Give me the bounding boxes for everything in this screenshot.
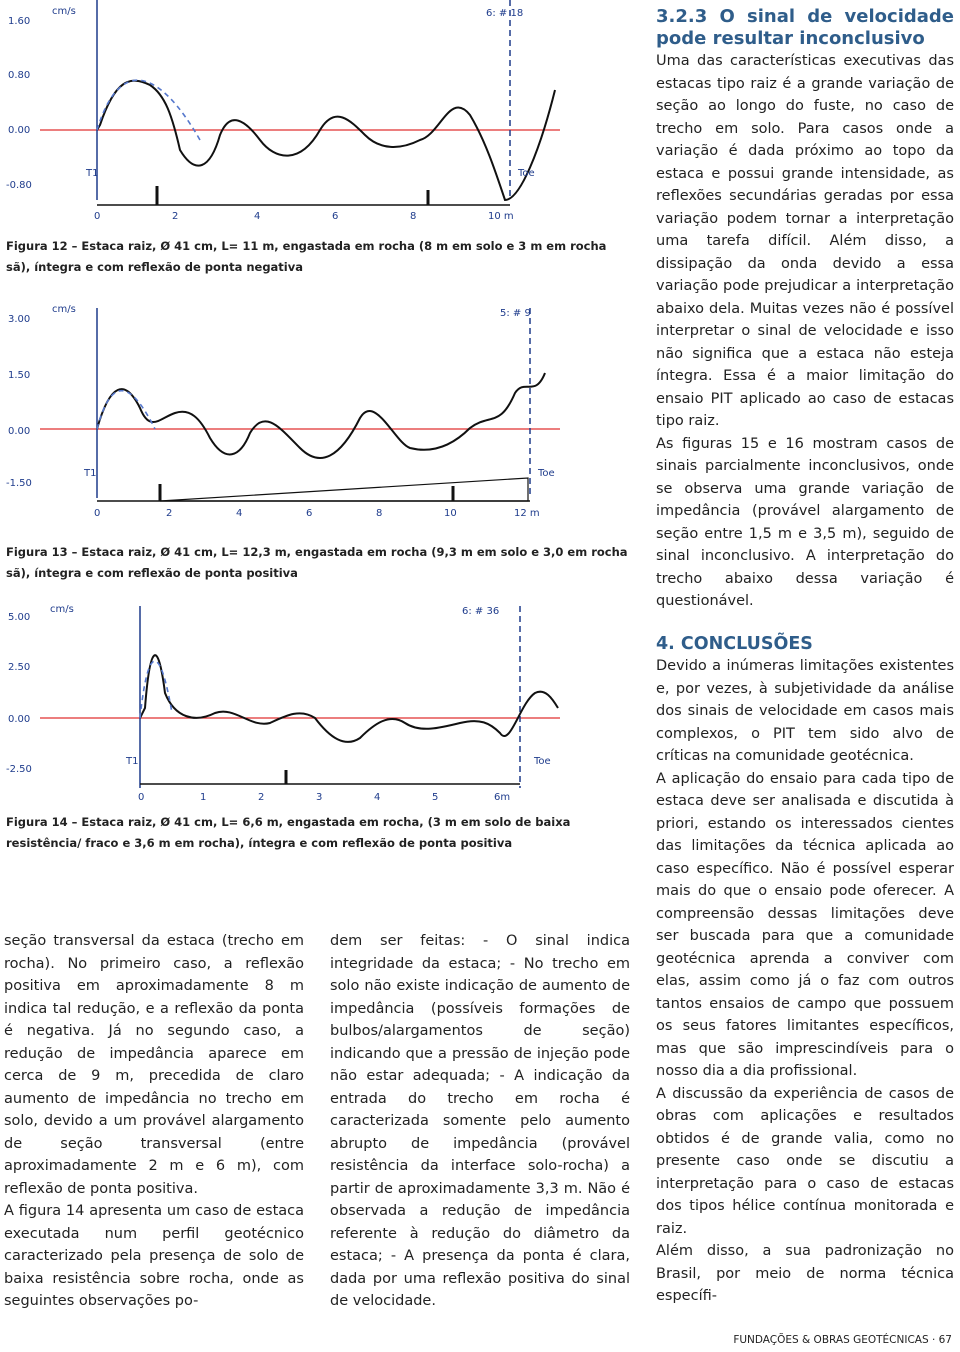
paragraph: Uma das características executivas das estacas tipo raiz é a grande variação de seção ao longo do fuste, no caso de trecho em solo. Para casos onde a variação é dada próximo ao topo da estaca e possui grande intensidade, as reflexões secundárias geradas por essa variação podem tornar a interpretação uma tarefa difícil. Além disso, a dissipação da onda devido a essa variação pode prejudicar a interpretação abaixo dela. Muitas vezes não é possível interpretar o sinal de velocidade e isso não significa que a estaca não esteja íntegra. Essa é a maior limitação do ensaio PIT aplicado ao caso de estacas tipo raiz. xyxy=(656,53,954,429)
x-tick: 2 xyxy=(258,792,265,803)
marker-start: T1 xyxy=(126,756,139,767)
input-pulse-curve xyxy=(97,391,155,429)
x-tick: 12 m xyxy=(514,508,540,519)
y-tick: 3.00 xyxy=(8,314,31,325)
x-tick: 6 xyxy=(306,508,313,519)
figure-14-caption: Figura 14 – Estaca raiz, Ø 41 cm, L= 6,6 m, engastada em rocha, (3 m em solo de baixa resistência/ fraco e 3,6 m em rocha), íntegra e com reflexão de ponta positiva xyxy=(6,815,571,850)
marker-start: T1 xyxy=(86,168,99,179)
x-tick: 2 xyxy=(172,211,179,222)
paragraph: A figura 14 apresenta um caso de estaca executada num perfil geotécnico caracterizado pela presença de solo de baixa resistência sobre rocha, onde as seguintes observações po- xyxy=(4,1203,304,1309)
left-column xyxy=(4,930,304,1313)
x-tick: 6m xyxy=(494,792,511,803)
x-tick: 2 xyxy=(166,508,173,519)
y-tick: 0.80 xyxy=(8,70,31,81)
section-heading: 3.2.3 O sinal de velocidade pode resultar inconclusivo xyxy=(656,6,954,49)
paragraph: dem ser feitas: - O sinal indica integridade da estaca; - No trecho em solo não existe indicação de aumento de impedância (possíveis formações de bulbos/alargamentos de seção) indicando que a pressão de injeção pode não estar adequada; - A indicação da entrada do trecho em rocha é caracterizada somente pelo aumento abrupto de impedância (provável resistência da interface solo-rocha) a partir de aproximadamente 3,3 m. Não é observada a redução de impedância referente à redução do diâmetro da estaca; - A presença da ponta é clara, dada por uma reflexão positiva do sinal de velocidade. xyxy=(330,933,630,1309)
x-tick: 10 xyxy=(444,508,457,519)
velocity-signal xyxy=(97,373,545,458)
paragraph: Além disso, a sua padronização no Brasil, por meio de norma técnica específi- xyxy=(656,1243,954,1304)
velocity-signal xyxy=(97,81,555,200)
y-tick: 1.50 xyxy=(8,370,31,381)
x-tick: 1 xyxy=(200,792,207,803)
paragraph: A discussão da experiência de casos de obras com aplicações e resultados obtidos é de grande valia, como no presente caso onde se discutiu a interpretação para o caso de estacas dos tipos hélice contínua monitorada e raiz. xyxy=(656,1085,954,1237)
paragraph: A aplicação do ensaio para cada tipo de estaca deve ser analisada e discutida à priori, estando os interessados cientes das limitações da técnica aplicada ao caso específico. Não é possível esperar mais do que o ensaio pode oferecer. A compreensão dessas limitações deve ser buscada para que a comunidade geotécnica aprenda a conviver com elas, assim como já o faz com outros tantos ensaios de campo que possuem os seus fatores limitantes específicos, mas que são imprescindíveis para o nosso dia a dia profissional. xyxy=(656,770,954,1079)
impedance-profile xyxy=(160,478,528,501)
unit-label: cm/s xyxy=(52,304,76,315)
y-tick: -0.80 xyxy=(6,180,32,191)
x-tick: 3 xyxy=(316,792,323,803)
middle-column xyxy=(330,930,630,1313)
x-tick: 0 xyxy=(94,508,101,519)
x-tick: 5 xyxy=(432,792,439,803)
paragraph: Devido a inúmeras limitações existentes e, por vezes, à subjetividade da análise dos sinais de velocidade em casos mais complexos, o PIT tem sido alvo de críticas na comunidade geotécnica. xyxy=(656,658,954,764)
x-tick: 8 xyxy=(376,508,383,519)
figure-14-plot xyxy=(0,598,560,808)
paragraph: seção transversal da estaca (trecho em rocha). No primeiro caso, a reflexão positiva em aproximadamente 8 m indica tal redução, e a reflexão da ponta é negativa. Já no segundo caso, a redução de impedância aparece em cerca de 9 m, precedida de claro aumento de impedância no trecho em solo, devido a um provável alargamento de seção transversal (entre aproximadamente 2 m e 6 m), com reflexão de ponta positiva. xyxy=(4,933,304,1197)
marker-end: Toe xyxy=(534,756,551,767)
figure-13-caption: Figura 13 – Estaca raiz, Ø 41 cm, L= 12,3 m, engastada em rocha (9,3 m em solo e 3,0 em rocha sã), íntegra e com reflexão de ponta positiva xyxy=(6,545,628,580)
y-tick: 0.00 xyxy=(8,714,31,725)
x-tick: 4 xyxy=(254,211,261,222)
x-tick: 6 xyxy=(332,211,339,222)
id-label: 6: # 18 xyxy=(486,8,524,19)
y-tick: 1.60 xyxy=(8,16,31,27)
x-tick: 0 xyxy=(138,792,145,803)
marker-end: Toe xyxy=(538,468,555,479)
y-tick: 0.00 xyxy=(8,125,31,136)
x-tick: 4 xyxy=(236,508,243,519)
id-label: 5: # 9 xyxy=(500,308,531,319)
y-tick: 2.50 xyxy=(8,662,31,673)
x-tick: 0 xyxy=(94,211,101,222)
unit-label: cm/s xyxy=(50,604,74,615)
x-tick: 10 m xyxy=(488,211,514,222)
unit-label: cm/s xyxy=(52,6,76,17)
y-tick: 5.00 xyxy=(8,612,31,623)
figure-13-plot xyxy=(0,298,560,520)
conclusions-heading: 4. CONCLUSÕES xyxy=(656,633,813,654)
right-column xyxy=(656,6,954,1308)
marker-start: T1 xyxy=(84,468,97,479)
input-pulse-curve xyxy=(97,80,200,140)
x-tick: 4 xyxy=(374,792,381,803)
figure-12-plot xyxy=(0,0,560,225)
y-tick: -2.50 xyxy=(6,764,32,775)
x-tick: 8 xyxy=(410,211,417,222)
page-footer: FUNDAÇÕES & OBRAS GEOTÉCNICAS · 67 xyxy=(733,1334,952,1346)
velocity-signal xyxy=(140,655,558,742)
y-tick: 0.00 xyxy=(8,426,31,437)
paragraph: As figuras 15 e 16 mostram casos de sinais parcialmente inconclusivos, onde se observa uma grande variação de impedância (provável alargamento de seção entre 1,5 m e 3,5 m), seguido de sinal inconclusivo. A interpretação do trecho abaixo dessa variação é questionável. xyxy=(656,435,954,609)
y-tick: -1.50 xyxy=(6,478,32,489)
id-label: 6: # 36 xyxy=(462,606,500,617)
marker-end: Toe xyxy=(518,168,535,179)
figure-12-caption: Figura 12 – Estaca raiz, Ø 41 cm, L= 11 m, engastada em rocha (8 m em solo e 3 m em rocha sã), íntegra e com reflexão de ponta negativa xyxy=(6,239,607,274)
